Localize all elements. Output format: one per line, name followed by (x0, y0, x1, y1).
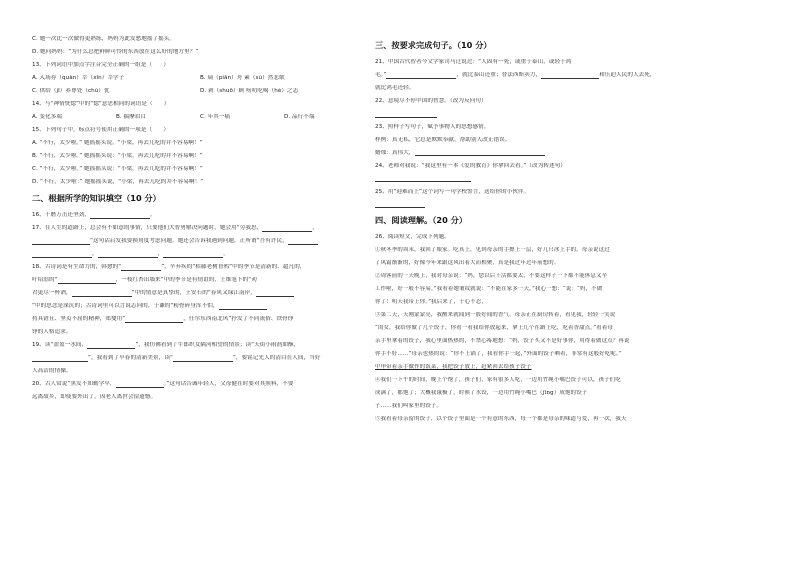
q17-blank-6[interactable] (163, 252, 223, 258)
q17-blank-3[interactable] (288, 239, 318, 245)
q13-row1 (32, 75, 364, 82)
q23-blank[interactable] (415, 150, 545, 156)
q24-stem: 24、老师对我说：“我这里有一本《爱的教育》你拿回去看。”（改为转述句） (375, 162, 566, 169)
q25-blank[interactable] (375, 202, 425, 208)
q19-blank-1[interactable] (87, 343, 135, 349)
q20-line1 (32, 381, 364, 388)
q18-text-e: 持具错且、坚贞不屈的精神，郑燮用“ (32, 316, 126, 323)
passage-line: ⑤我看着母亲留的饺子，以个饺子里面是一个有意的东西，每一个都是母亲的味道与爱，再一次，我天 (375, 415, 627, 422)
q18-text-c: 君更尽一杯酒， (32, 290, 72, 297)
q17-text-a: 17、在人生的道路上，总会有不如意的事情，只要他们大智勇解决问题时，她会用“劳我思， (32, 225, 263, 232)
q21-text-b3: 和压迫人民的人去死， (599, 71, 656, 78)
q18-line2 (32, 277, 364, 284)
q14-option-b: B. 揣摩眉目 (116, 113, 147, 120)
q18-blank-3[interactable] (72, 291, 132, 297)
section2-title: 二、根据所学的知识填空（10 分） (32, 193, 161, 204)
passage-line: ③第二天，天刚蒙蒙亮，我醒来就闻到一股好闻的香气。母亲正在厨房转着，看见我，轻轻一笑说 (375, 311, 616, 318)
q12-option-d: D. 她问妈妈：“为什么总把鲜鲜可怜的东西放在这么好的地方里？” (32, 48, 199, 55)
q13-option-b: B. 扁（piān）舟 素（sù）然悲歌 (200, 74, 285, 81)
q18-blank-2[interactable] (58, 278, 116, 284)
q15-option-a: A. “不行，太少啦。” 她摇摇头说，“小梁，再去儿吃的并不容易啊！” (32, 139, 203, 146)
q21-line2 (375, 72, 765, 79)
q18-line1 (32, 264, 364, 271)
q16-text: 16、千磨万击还坚劲， (32, 212, 91, 219)
q18-line4 (32, 303, 364, 310)
q17-sep-2: ， (157, 251, 164, 258)
passage-line: 你了！明天我带上你。”我后来了，于心不忍， (375, 298, 488, 305)
q17-blank-2[interactable] (32, 239, 90, 245)
q17-line2 (32, 238, 364, 245)
q17-blank-4[interactable] (32, 252, 92, 258)
q18-text-a: 18、古诗词是有生命力的，韩愈的“ (32, 264, 122, 271)
q14-option-d: D. 品行不端 (284, 113, 315, 120)
q18-text-b2: ，一枝红杏出墙来”中的季节是有情谊的，王维笔下的“劝 (115, 277, 257, 284)
passage-line-underlined: 中申带着亲手做作的饭菜，我把饺子放上，赶紧回去给孩子饺子 (375, 363, 532, 370)
q19-text-b2: ”，要铭记先人的清白在人间，当好 (232, 355, 321, 362)
q17-blank-1[interactable] (262, 226, 312, 232)
q18-blank-1[interactable] (121, 265, 161, 271)
q12-option-c: C. 她一次比一次做得更熟练，妈妈为此发愁地摇了摇头。 (32, 36, 176, 42)
q15-option-b: B. “不行，太少啦。” 她摇摇头说：“小梁，再去儿吃的并不容易啊！” (32, 152, 203, 159)
q23-prompt: 蜡烛：真伟大， (375, 149, 415, 156)
q15-option-d: D. “不行，太少啦：” 她摇摇头说，“小梁，再去儿吃的并不容易啊！” (32, 178, 204, 185)
passage-line: 工作啦，好一般不容易。”我看着她皱纹就说：“不能在家多一天，”我心一想：“说：“妈，不做 (375, 285, 603, 292)
q15-stem: 15、下列句子中，标点符号使用正确的一项是（ ） (32, 126, 170, 133)
q19-line1 (32, 342, 364, 349)
q18-text-a2: ”，辛弃疾的“枯藤老树昏鸦”中的季节是清新的、超凡的， (161, 264, 306, 271)
q19-text-a: 19、读“盈盈一水间， (32, 342, 88, 349)
q21-blank-1[interactable] (386, 73, 456, 79)
q25-stem: 25、用“迎难而上”这个词写一句学校警言，送给你的小伙伴。 (375, 188, 530, 195)
q20-line2: 远离故乡，即使要外出了，因老人离世会留遗憾。 (32, 394, 157, 401)
q13-option-d: D. 剥（shuō）顾 唠叨吃喝（hè）之志 (200, 87, 299, 94)
q25-answer (375, 202, 765, 209)
passage-line: 子……我们叫家里的饺子。 (375, 402, 443, 409)
right-column (375, 36, 765, 429)
q21-line3: 就比鸿毛还轻。 (375, 84, 415, 91)
q18-line3 (32, 290, 364, 297)
q16-blank[interactable] (90, 213, 150, 219)
q19-line2 (32, 355, 364, 362)
passage-line: 了风霜渐渐的，好像今年来跟这风出着大而相聚，真是我过年过年前想的。 (375, 259, 560, 266)
q22-stem: 22、意境尽不停中国的智慧。（改为反问句） (375, 97, 487, 104)
q21-line1: 21、中国古代智者今文学家司马迁说过：“人固有一死，或重于泰山，或轻于鸿 (375, 59, 572, 65)
q17-text-b: ”这句话启发我要换角度考虑问题。她还会告诉我遇到问题，正所谓“吾有许民， (90, 238, 288, 245)
q24-answer (375, 176, 765, 183)
section3-title: 三、按要求完成句子。（10 分） (375, 40, 492, 50)
q23-answer (375, 150, 765, 157)
q23-stem: 23、照样子写句子，赋予事物人的思想感情。 (375, 123, 490, 130)
q17-sep-1: ， (92, 251, 98, 258)
q21-text-b: 毛。” (375, 71, 387, 78)
q13-row2 (32, 88, 364, 95)
q13-stem: 13、下列词语中加点字注音完全正确的一组是（ ） (32, 61, 170, 68)
q18-blank-5[interactable] (219, 304, 267, 310)
q18-blank-6[interactable] (125, 317, 183, 323)
q18-line6: 铮的人格追求。 (32, 329, 72, 336)
q17-line1: 17、在人生的道路上，总会有不如意的事情，只要他们大智勇解决问题时，她会用“劳我思， ， (32, 225, 318, 232)
q13-option-c: C. 供给（jǐ）养尊处（chù）优 (32, 87, 110, 94)
q18-text-e2: ，任尔东西南北风”抒发了不同流俗、铁骨铮 (183, 316, 294, 323)
q14-option-a: A. 变化多端 (32, 113, 63, 120)
q22-answer (375, 111, 765, 118)
q24-blank[interactable] (375, 176, 471, 182)
q14-options (32, 114, 364, 121)
q17-blank-5[interactable] (98, 252, 158, 258)
q13-option-a: A. 入场券（quàn）莘（xīn）莘学子 (32, 74, 125, 81)
q18-blank-4[interactable] (256, 291, 294, 297)
q20-blank-1[interactable] (116, 382, 164, 388)
q19-text-a2: ”，我仿佛看到了牛郎织女隔河相望的情景；读“天街小雨润如酥， (135, 342, 300, 349)
q20-text-a2: 。”这句话告诫年轻人，父母健在时要对其照料，不要 (163, 381, 294, 388)
q23-example: 样例：真无私，它总是默默奉献，帮助别人改正错误。 (375, 136, 511, 143)
q18-line5 (32, 316, 364, 323)
left-column (32, 36, 364, 407)
q20-text-a: 20、古人常说“黑发不知勤学早， (32, 381, 116, 388)
q22-blank[interactable] (375, 112, 437, 118)
q19-blank-2[interactable] (32, 356, 88, 362)
q18-text-b: 叶绍翁的“ (32, 277, 58, 284)
q18-text-d: ”中的思念是深沉的；古诗词里可以言说志向的，于谦的“粉骨碎身浑不怕， (32, 303, 219, 310)
q19-text-b: ”，我看到了早春的清新美景，读“ (88, 355, 173, 362)
passage-line: ④我们一下午的时间，晚上个饱了，孩子们，家有很多人吃，一边用竹绳小嘴巴饺子可以，孩子们吃 (375, 376, 621, 383)
q21-text-b2: ，就比泰山还重；替法西斯卖力， (456, 71, 542, 78)
passage-line: 亲手里拿着的饺子，我心里面热热的，不禁心疼地想：“妈，饺子买又不是好事你，用得着做这点？再说 (375, 337, 630, 344)
passage-line: “闺女，我给你做了几个饺子，你看一看我给你放起来，拿上几个在路上吃，吃着香甜点。”看着母 (375, 324, 614, 331)
passage-line: 成满了，都饱了；大概我饿极了，时候了水饺，一边用竹绳小嘴巴（jīng）成饱的饺子 (375, 389, 588, 396)
q26-stem: 26、阅读短文，完成下列题。 (375, 233, 450, 240)
q21-blank-2[interactable] (541, 73, 599, 79)
q16: 16、千磨万击还坚劲， 。 (32, 212, 156, 219)
passage-line: ①秋冬季的周末，我回了娘家。吃真上，见到母亲的手擦上一层，好几只冰上手的。母亲说这过 (375, 246, 610, 253)
passage-line: 你手不好……”母亲也热的说：“你不上锅了，我看你手一起，”外面的饺子晒着，非常有这般好吃呢。” (375, 350, 622, 357)
passage-line: ②周客前的一天晚上，我对母亲说：“妈，您以后干活都要太，不要这样子一下都不能休息又辛 (375, 272, 608, 279)
q19-line3: 人高洁的情操。 (32, 368, 72, 375)
q15-option-c: C. “不行，太少啦。” 她摇摇头说：“小梁，再去儿吃的并不容易啊！” (32, 165, 203, 172)
q14-stem: 14、与“神情恍惚”中的“惚”意思相同的词语是（ ） (32, 100, 170, 107)
q18-text-c2: ”中的情意是真挚的，王安石的“春风又绿江南岸， (131, 290, 256, 297)
q19-blank-3[interactable] (173, 356, 233, 362)
q14-option-c: C. 年其一痛 (200, 113, 231, 120)
section4-title: 四、阅读理解。（20 分） (375, 214, 468, 225)
q17-line3: ， ， 。 (32, 251, 364, 258)
